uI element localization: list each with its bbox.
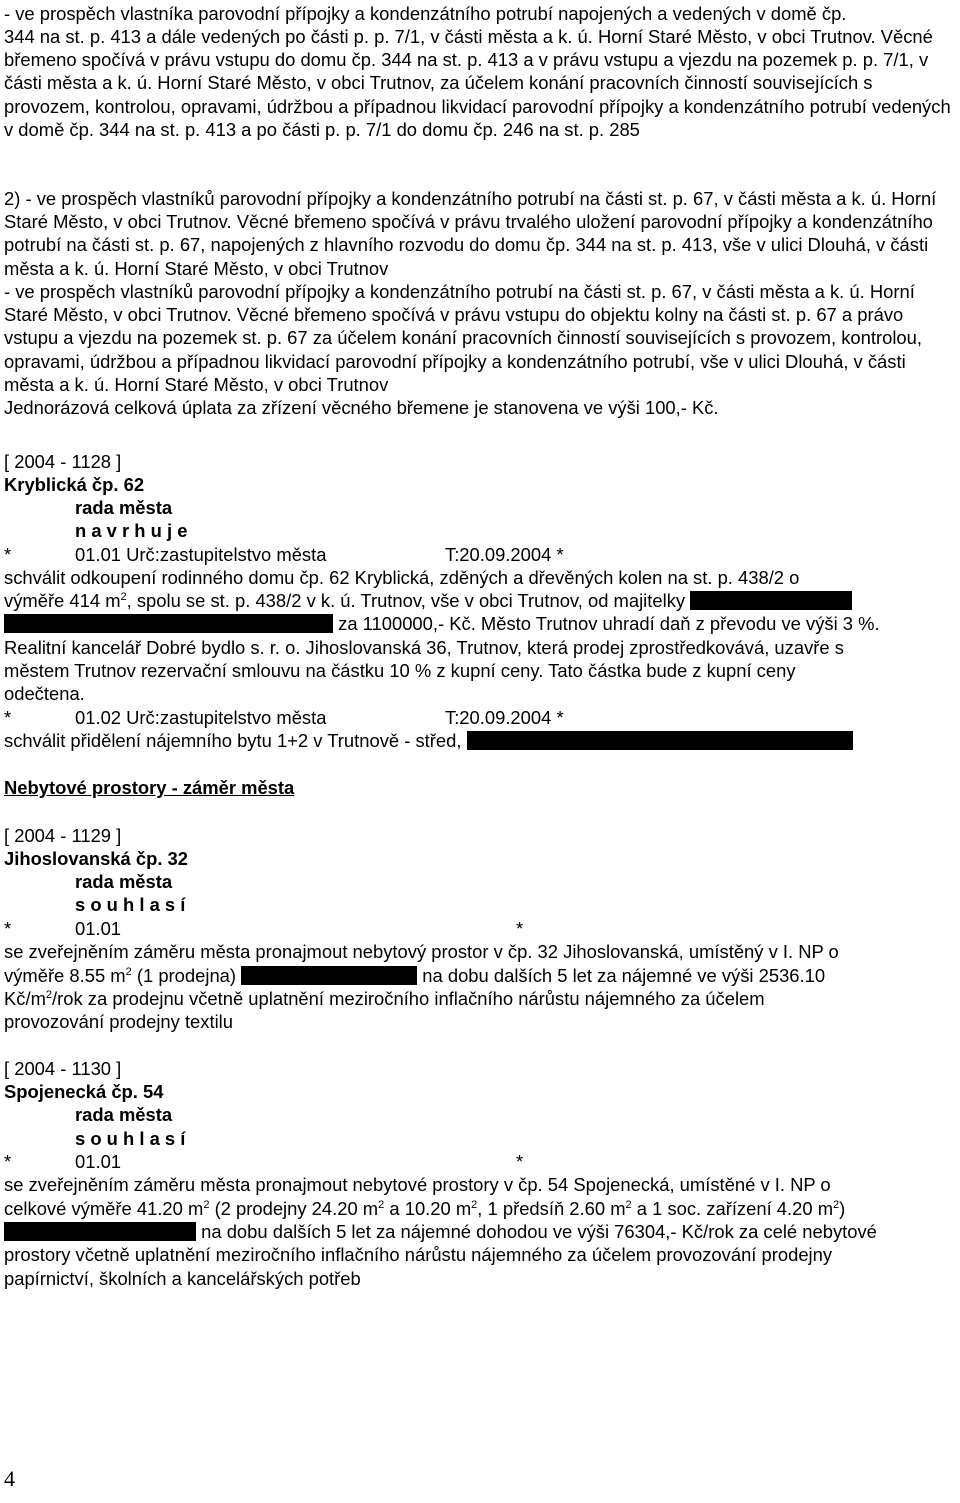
- s1128-line-7: schválit přidělení nájemního bytu 1+2 v Trutnově - střed,: [4, 729, 853, 752]
- verb-1128: n a v r h u j e: [75, 520, 188, 541]
- intro-paragraph: 344 na st. p. 413 a dále vedených po části p. p. 7/1, v části města a k. ú. Horní Staré Město, v obci Trutnov. Věcné břemeno spočívá v právu vstupu do domu čp. 344 na st. p. 413 a v právu vstupu a vjezdu na pozemek p. p. 7/1, v části města a k. ú. Horní Staré Město, v obci Trutnov, za účelem konání pracovních činností souvisejících s provozem, kontrolou, opravami, údržbou a případnou likvidací parovodní přípojky a kondenzátního potrubí vedených v domě čp. 344 na st. p. 413 a po části p. p. 7/1 do domu čp. 246 na st. p. 285: [4, 26, 951, 140]
- resolution-star-end-1130: *: [516, 1151, 524, 1172]
- verb-1129: s o u h l a s í: [75, 894, 186, 915]
- s1128-line-6: odečtena.: [4, 683, 85, 704]
- intro-first-line: - ve prospěch vlastníka parovodní přípojky a kondenzátního potrubí napojených a vedených v domě čp.: [4, 3, 847, 24]
- resolution-title-1128: Kryblická čp. 62: [4, 474, 145, 495]
- resolution-code-1128-2: 01.02 Urč:zastupitelstvo města: [75, 707, 327, 728]
- resolution-star-1129: *: [4, 918, 12, 939]
- s1128-line-2: výměře 414 $m^2$, spolu se st. p. 438/2 v k. ú. Trutnov, vše v obci Trutnov, od majitelky: [4, 589, 852, 612]
- resolution-code-1130: 01.01: [75, 1151, 122, 1172]
- page-number: 4: [4, 1466, 15, 1491]
- redaction-bar: [4, 1222, 196, 1241]
- s1130-line-3: na dobu dalších 5 let za nájemné dohodou ve výši 76304,- Kč/rok za celé nebytové: [4, 1220, 877, 1243]
- fee-paragraph: Jednorázová celková úplata za zřízení věcného břemene je stanovena ve výši 100,- Kč.: [4, 397, 719, 418]
- redaction-bar: [690, 591, 852, 610]
- resolution-id-1130: [ 2004 - 1130 ]: [4, 1058, 122, 1079]
- section-heading: Nebytové prostory - záměr města: [4, 777, 295, 798]
- council-label-1129: rada města: [75, 871, 173, 892]
- s1128-line-1: schválit odkoupení rodinného domu čp. 62 Kryblická, zděných a dřevěných kolen na st. p. 438/2 o: [4, 567, 800, 588]
- resolution-term-1128-1: T:20.09.2004 *: [445, 544, 564, 565]
- redaction-bar: [467, 731, 853, 750]
- verb-1130: s o u h l a s í: [75, 1128, 186, 1149]
- s1129-line-1: se zveřejněním záměru města pronajmout nebytový prostor v čp. 32 Jihoslovanská, umístěný v I. NP o: [4, 941, 839, 962]
- s1130-line-1: se zveřejněním záměru města pronajmout nebytové prostory v čp. 54 Spojenecká, umístěné v I. NP o: [4, 1174, 831, 1195]
- resolution-title-1130: Spojenecká čp. 54: [4, 1081, 164, 1102]
- resolution-code-1129: 01.01: [75, 918, 122, 939]
- s1129-line-4: provozování prodejny textilu: [4, 1011, 233, 1032]
- s1129-line-2: výměře 8.55 $m^2$ (1 prodejna) na dobu dalších 5 let za nájemné ve výši 2536.10: [4, 965, 826, 986]
- resolution-star-1128-1: *: [4, 544, 12, 565]
- redaction-bar: [4, 614, 333, 633]
- resolution-star-1128-2: *: [4, 707, 12, 728]
- resolution-code-1128-1: 01.01 Urč:zastupitelstvo města: [75, 544, 327, 565]
- item-2-paragraph: 2) - ve prospěch vlastníků parovodní přípojky a kondenzátního potrubí na části st. p. 67, v části města a k. ú. Horní Staré Město, v obci Trutnov. Věcné břemeno spočívá v právu trvalého uložení parovodní přípojky a kondenzátního potrubí na části st. p. 67, napojených z hlavního rozvodu do domu čp. 344 na st. p. 413, vše v ulici Dlouhá, v části města a k. ú. Horní Staré Město, v obci Trutnov: [4, 188, 937, 279]
- s1129-line-3: $Kč/m^2$/rok za prodejnu včetně uplatnění meziročního inflačního nárůstu nájemného za účelem: [4, 988, 765, 1009]
- resolution-id-1129: [ 2004 - 1129 ]: [4, 825, 122, 846]
- s1130-line-4: prostory včetně uplatnění meziročního inflačního nárůstu nájemného za účelem provozování prodejny: [4, 1244, 833, 1265]
- council-label-1130: rada města: [75, 1104, 173, 1125]
- resolution-title-1129: Jihoslovanská čp. 32: [4, 848, 188, 869]
- s1128-line-3: za 1100000,- Kč. Město Trutnov uhradí daň z převodu ve výši 3 %.: [4, 612, 880, 635]
- s1128-line-4: Realitní kancelář Dobré bydlo s. r. o. Jihoslovanská 36, Trutnov, která prodej zprostředkovává, uzavře s: [4, 637, 844, 658]
- s1128-line-5: městem Trutnov rezervační smlouvu na částku 10 % z kupní ceny. Tato částka bude z kupní ceny: [4, 660, 796, 681]
- s1130-line-5: papírnictví, školních a kancelářských potřeb: [4, 1268, 361, 1289]
- resolution-term-1128-2: T:20.09.2004 *: [445, 707, 564, 728]
- council-label-1128: rada města: [75, 497, 173, 518]
- resolution-star-end-1129: *: [516, 918, 524, 939]
- s1130-line-2: celkové výměře 41.20 $m^2$ (2 prodejny 24.20 $m^2$ a 10.20 $m^2$, 1 předsíň 2.60 $m^2$ a 1 soc. zařízení 4.20 $m^2$): [4, 1198, 846, 1219]
- resolution-star-1130: *: [4, 1151, 12, 1172]
- resolution-id-1128: [ 2004 - 1128 ]: [4, 451, 122, 472]
- redaction-bar: [241, 966, 417, 985]
- item-2b-paragraph: - ve prospěch vlastníků parovodní přípojky a kondenzátního potrubí na části st. p. 67, v části města a k. ú. Horní Staré Město, v obci Trutnov. Věcné břemeno spočívá v právu vstupu do objektu kolny na části st. p. 67 a právo vstupu a vjezdu na pozemek st. p. 67 za účelem konání pracovních činností souvisejících s provozem, kontrolou, opravami, údržbou a případnou likvidací parovodní přípojky a kondenzátního potrubí, vše v ulici Dlouhá, v části města a k. ú. Horní Staré Město, v obci Trutnov: [4, 281, 922, 395]
